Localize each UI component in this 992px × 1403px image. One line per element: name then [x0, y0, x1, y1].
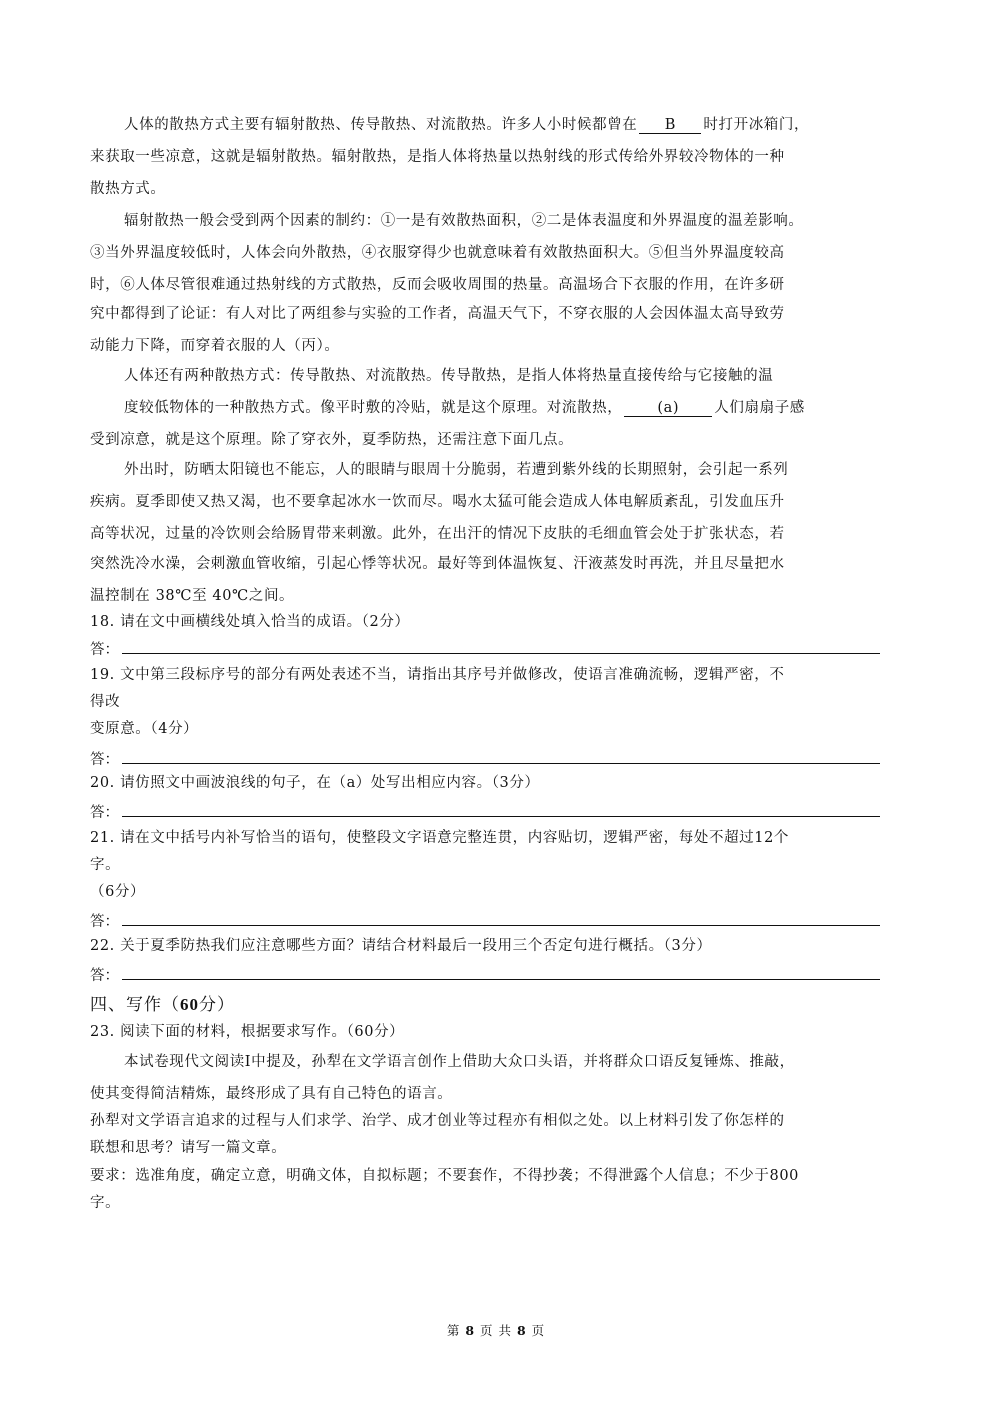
answer-label: 答： — [90, 805, 119, 821]
footer-text: 第 — [446, 1323, 461, 1338]
heading-text: 分） — [199, 995, 235, 1015]
material-line: 孙犁对文学语言追求的过程与人们求学、治学、成才创业等过程亦有相似之处。以上材料引发了你怎样的 — [90, 1113, 785, 1129]
question-21: 21. 请在文中括号内补写恰当的语句，使整段文字语意完整连贯，内容贴切，逻辑严密，每处不超过12个 — [90, 830, 790, 846]
fill-blank-a: (a) — [624, 400, 712, 417]
passage-line: 外出时，防晒太阳镜也不能忘，人的眼睛与眼周十分脆弱，若遭到紫外线的长期照射，会引起一系列 — [124, 462, 789, 478]
passage-text: 人体的散热方式主要有辐射散热、传导散热、对流散热。许多人小时候都曾在 — [124, 117, 638, 133]
page-number: 8 — [465, 1323, 476, 1338]
answer-row-21[interactable] — [90, 910, 880, 930]
question-23: 23. 阅读下面的材料，根据要求写作。（60分） — [90, 1024, 405, 1040]
heading-text: 四、写作（ — [90, 995, 180, 1015]
answer-line[interactable] — [122, 925, 880, 926]
page-total: 8 — [516, 1323, 527, 1338]
passage-line: 散热方式。 — [90, 181, 166, 197]
passage-line: 究中都得到了论证：有人对比了两组参与实验的工作者，高温天气下，不穿衣服的人会因体温太高导致劳 — [90, 306, 785, 322]
passage-text: 人们扇扇子感 — [714, 400, 805, 416]
passage-line: 受到凉意，就是这个原理。除了穿衣外，夏季防热，还需注意下面几点。 — [90, 432, 574, 448]
passage-text: 时打开冰箱门， — [703, 117, 810, 133]
answer-label: 答： — [90, 914, 119, 930]
question-22: 22. 关于夏季防热我们应注意哪些方面？请结合材料最后一段用三个否定句进行概括。（3分） — [90, 938, 712, 954]
question-21: 字。 — [90, 857, 121, 873]
answer-line[interactable] — [122, 653, 880, 654]
passage-line: 来获取一些凉意，这就是辐射散热。辐射散热，是指人体将热量以热射线的形式传给外界较冷物体的一种 — [90, 149, 785, 165]
section-heading — [90, 990, 235, 1015]
passage-line: 人体还有两种散热方式：传导散热、对流散热。传导散热，是指人体将热量直接传给与它接触的温 — [124, 368, 774, 384]
material-line: 本试卷现代文阅读Ⅰ中提及，孙犁在文学语言创作上借助大众口头语，并将群众口语反复锤炼、推敲， — [124, 1054, 795, 1070]
answer-row-18[interactable] — [90, 638, 880, 658]
fill-blank-b: B — [639, 117, 701, 134]
requirement-line: 字。 — [90, 1195, 121, 1211]
answer-line[interactable] — [122, 979, 880, 980]
passage-line: 疾病。夏季即使又热又渴，也不要拿起冰水一饮而尽。喝水太猛可能会造成人体电解质紊乱，引发血压升 — [90, 494, 785, 510]
heading-score: 60 — [180, 995, 199, 1014]
answer-row-20[interactable] — [90, 801, 880, 821]
answer-row-22[interactable] — [90, 964, 880, 984]
footer-text: 页 共 — [480, 1323, 512, 1338]
passage-line: 高等状况，过量的冷饮则会给肠胃带来刺激。此外，在出汗的情况下皮肤的毛细血管会处于扩张状态，若 — [90, 526, 785, 542]
answer-line[interactable] — [122, 763, 880, 764]
material-line: 联想和思考？请写一篇文章。 — [90, 1140, 287, 1156]
question-19: 得改 — [90, 694, 121, 710]
passage-line: 辐射散热一般会受到两个因素的制约：①一是有效散热面积，②二是体表温度和外界温度的温差影响。 — [124, 213, 804, 229]
question-19: 变原意。（4分） — [90, 721, 199, 737]
answer-label: 答： — [90, 968, 119, 984]
passage-line — [124, 115, 809, 135]
question-19: 19. 文中第三段标序号的部分有两处表述不当，请指出其序号并做修改，使语言准确流畅，逻辑严密，不 — [90, 667, 785, 683]
passage-text: 度较低物体的一种散热方式。像平时敷的冷贴，就是这个原理。对流散热， — [124, 400, 623, 416]
passage-line — [124, 398, 805, 418]
answer-label: 答： — [90, 752, 119, 768]
material-line: 使其变得简洁精炼，最终形成了具有自己特色的语言。 — [90, 1086, 453, 1102]
passage-line: 时，⑥人体尽管很难通过热射线的方式散热，反而会吸收周围的热量。高温场合下衣服的作用，在许多研 — [90, 277, 785, 293]
question-18: 18. 请在文中画横线处填入恰当的成语。（2分） — [90, 614, 410, 630]
question-21: （6分） — [90, 884, 146, 900]
answer-row-19[interactable] — [90, 748, 880, 768]
passage-line: 突然洗冷水澡，会刺激血管收缩，引起心悸等状况。最好等到体温恢复、汗液蒸发时再洗，并且尽量把水 — [90, 556, 785, 572]
passage-line: 动能力下降，而穿着衣服的人（丙）。 — [90, 338, 340, 354]
footer-text: 页 — [531, 1323, 546, 1338]
answer-line[interactable] — [122, 816, 880, 817]
question-20: 20. 请仿照文中画波浪线的句子，在（a）处写出相应内容。（3分） — [90, 775, 540, 791]
passage-line: ③当外界温度较低时，人体会向外散热，④衣服穿得少也就意味着有效散热面积大。⑤但当外界温度较高 — [90, 245, 785, 261]
answer-label: 答： — [90, 642, 119, 658]
page-footer — [0, 1321, 992, 1339]
requirement-line: 要求：选准角度，确定立意，明确文体，自拟标题；不要套作，不得抄袭；不得泄露个人信息；不少于800 — [90, 1168, 799, 1184]
passage-line: 温控制在 38℃至 40℃之间。 — [90, 588, 295, 604]
